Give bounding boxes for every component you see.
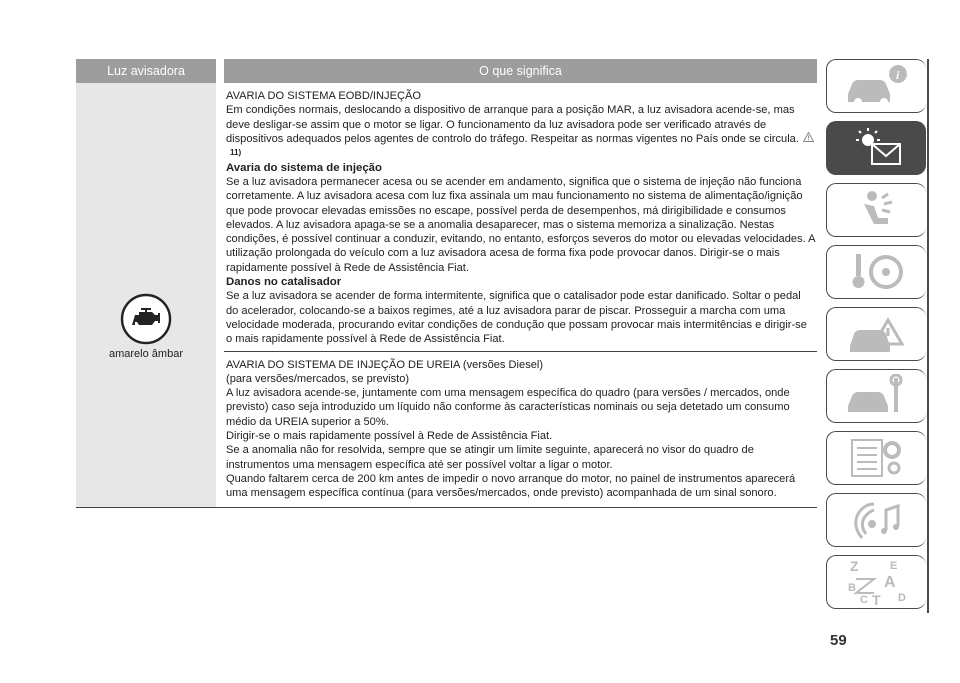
- tab-technical-data[interactable]: [826, 431, 926, 485]
- chapter-tabs: [826, 59, 928, 617]
- index-letter: E: [889, 560, 897, 572]
- block-title: AVARIA DO SISTEMA DE INJEÇÃO DE UREIA (versões Diesel): [226, 358, 544, 371]
- block-text: Quando faltarem cerca de 200 km antes de impedir o novo arranque do motor, no painel de instrumentos aparecerá uma mensagem específica contínua (para versões/mercados, onde previsto) acompanhada de um sinal sonoro.: [226, 472, 796, 500]
- tab-maintenance[interactable]: [826, 369, 926, 423]
- table-header: [76, 59, 817, 83]
- header-meaning: O que significa: [224, 59, 817, 83]
- meaning-cell: [224, 83, 817, 507]
- block-intro: Em condições normais, deslocando a dispositivo de arranque para a posição MAR, a luz avisadora acende-se, mas deve desligar-se assim que o motor se ligar. O funcionamento da luz avisadora pode ser verificado através de dispositivos adequados pelos agentes de controlo do tráfego. Respeitar as normas vigentes no País onde se circula.11): [226, 103, 815, 160]
- index-letter: D: [897, 592, 906, 604]
- seat-airbag-icon: [842, 188, 912, 232]
- engine-check-icon: [120, 293, 172, 345]
- header-warning-light: Luz avisadora: [76, 59, 216, 83]
- index-letter: A: [883, 574, 896, 591]
- tab-multimedia[interactable]: [826, 493, 926, 547]
- index-letter: Z: [849, 558, 859, 574]
- alphabetical-index-icon: [842, 557, 912, 607]
- subsection-title: Avaria do sistema de injeção: [226, 161, 382, 174]
- tab-index[interactable]: [826, 555, 926, 609]
- lamp: [76, 293, 216, 360]
- block-text: A luz avisadora acende-se, juntamente com uma mensagem específica do quadro (para versões / mercados, onde previsto) caso seja introduzido um líquido não conforme às características nominais ou seja detetado um consumo médio da UREIA superior a 50%.: [226, 387, 790, 428]
- lamp-cell: [76, 83, 216, 507]
- eobd-injection-block: [224, 83, 817, 351]
- urea-injection-block: [224, 351, 817, 507]
- subsection-title: Danos no catalisador: [226, 276, 342, 289]
- index-letter: B: [847, 582, 856, 594]
- multimedia-icon: [842, 498, 912, 542]
- index-letter: C: [859, 594, 868, 606]
- reference-number: 11): [230, 148, 242, 158]
- block-text: (para versões/mercados, se previsto): [226, 372, 410, 385]
- page-number: 59: [830, 632, 847, 649]
- index-letter: T: [871, 592, 881, 607]
- subsection-text: Se a luz avisadora se acender de forma intermitente, significa que o catalisador pode estar danificado. Soltar o pedal do acelerador, colocando-se a baixos regimes, até a luz avisadora parar de piscar. Prosseguir a marcha com uma velocidade moderada, procurando evitar condições de condução que possam provocar mais intermitências e dirigir-se o mais rapidamente possível à Rede de Assistência Fiat.: [226, 290, 807, 346]
- car-maintenance-icon: [842, 374, 912, 418]
- warning-triangle-icon: [803, 132, 814, 146]
- table-row: [76, 83, 817, 508]
- key-steering-wheel-icon: [842, 250, 912, 294]
- car-emergency-icon: [842, 312, 912, 356]
- block-text: Se a anomalia não for resolvida, sempre que se atingir um limite seguinte, aparecerá no visor do quadro de instrumentos uma mensagem específica até ser possível voltar a ligar o motor.: [226, 444, 754, 471]
- block-text: Dirigir-se o mais rapidamente possível à Rede de Assistência Fiat.: [226, 430, 553, 443]
- tab-emergency[interactable]: [826, 307, 926, 361]
- warning-light-message-icon: [842, 126, 912, 170]
- technical-data-icon: [842, 436, 912, 480]
- block-title: AVARIA DO SISTEMA EOBD/INJEÇÃO: [226, 90, 422, 102]
- tab-warning-lights[interactable]: [826, 121, 926, 175]
- lamp-color-label: amarelo âmbar: [109, 348, 183, 360]
- svg-text:i: i: [895, 68, 899, 82]
- warning-lights-table: [76, 59, 817, 508]
- tab-starting-driving[interactable]: [826, 245, 926, 299]
- car-info-icon: [842, 64, 912, 108]
- subsection-text: Se a luz avisadora permanecer acesa ou se acender em andamento, significa que o sistema de injeção não funciona corretamente. A luz avisadora acesa com luz fixa assinala um mau funcionamento no sistema de alimentação/ignição que pode provocar elevadas emissões no escape, possível perda de desempenhos, má dirigibilidade e consumos elevados. A luz avisadora apaga-se se a anomalia desaparecer, mas o sistema memoriza a sinalização. Nestas condições, é possível continuar a conduzir, evitando, no entanto, esforços severos do motor ou elevadas velocidades. A utilização prolongada do veículo com a luz avisadora acesa de forma fixa pode provocar danos. Dirigir-se o mais rapidamente possível à Rede de Assistência Fiat.: [226, 175, 815, 274]
- tab-car-info[interactable]: [826, 59, 926, 113]
- tab-safety[interactable]: [826, 183, 926, 237]
